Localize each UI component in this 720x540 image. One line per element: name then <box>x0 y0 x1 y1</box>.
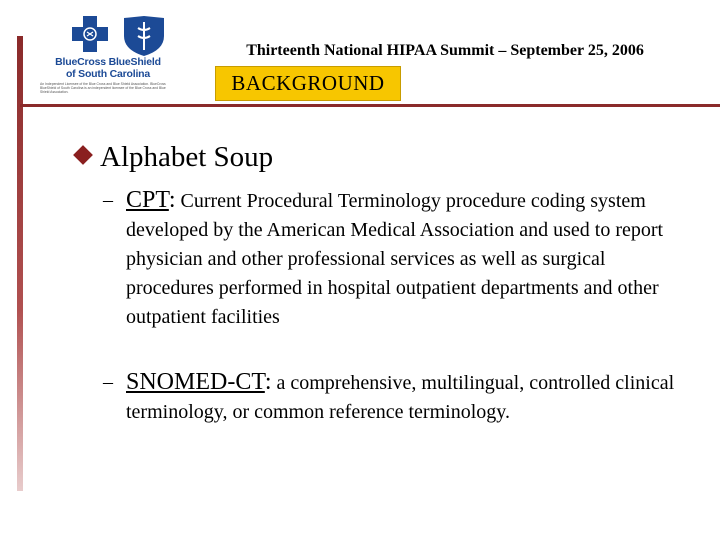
list-item-text <box>126 186 683 332</box>
dash-bullet: – <box>103 189 113 211</box>
dash-bullet: – <box>103 371 113 393</box>
term-colon: : <box>264 369 272 395</box>
logo-wordmark <box>38 56 178 80</box>
logo-fine-print: An Independent Licensee of the Blue Cross and Blue Shield Association. BlueCross BlueShield of South Carolina is an independent licensee of the Blue Cross and Blue Shield Association. <box>40 82 166 95</box>
diamond-bullet-icon <box>73 145 93 165</box>
section-badge <box>215 66 401 101</box>
cross-shield-logo-icon <box>38 14 178 58</box>
page-header-title: Thirteenth National HIPAA Summit – September 25, 2006 <box>246 42 644 59</box>
term-snomed-ct: SNOMED-CT <box>126 369 265 395</box>
list-item-text <box>126 368 683 427</box>
slide-heading <box>76 139 273 175</box>
term-definition: a comprehensive, multilingual, controlled clinical terminology, or common reference terminology. <box>126 372 675 423</box>
term-cpt: CPT <box>126 187 169 213</box>
term-colon: : <box>168 187 176 213</box>
company-logo <box>38 14 178 100</box>
term-definition: Current Procedural Terminology procedure coding system developed by the American Medical Association and used to report physician and other professional services as well as surgical procedures performed in hospital outpatient departments and other outpatient facilities <box>126 190 664 328</box>
logo-name-line2: of South Carolina <box>65 68 151 80</box>
list-item <box>103 186 683 332</box>
slide-heading-text: Alphabet Soup <box>100 141 274 173</box>
list-item <box>103 368 683 427</box>
section-badge-label: BACKGROUND <box>231 71 385 95</box>
logo-name-line1: BlueCross BlueShield <box>55 56 161 68</box>
header-divider <box>20 104 720 107</box>
